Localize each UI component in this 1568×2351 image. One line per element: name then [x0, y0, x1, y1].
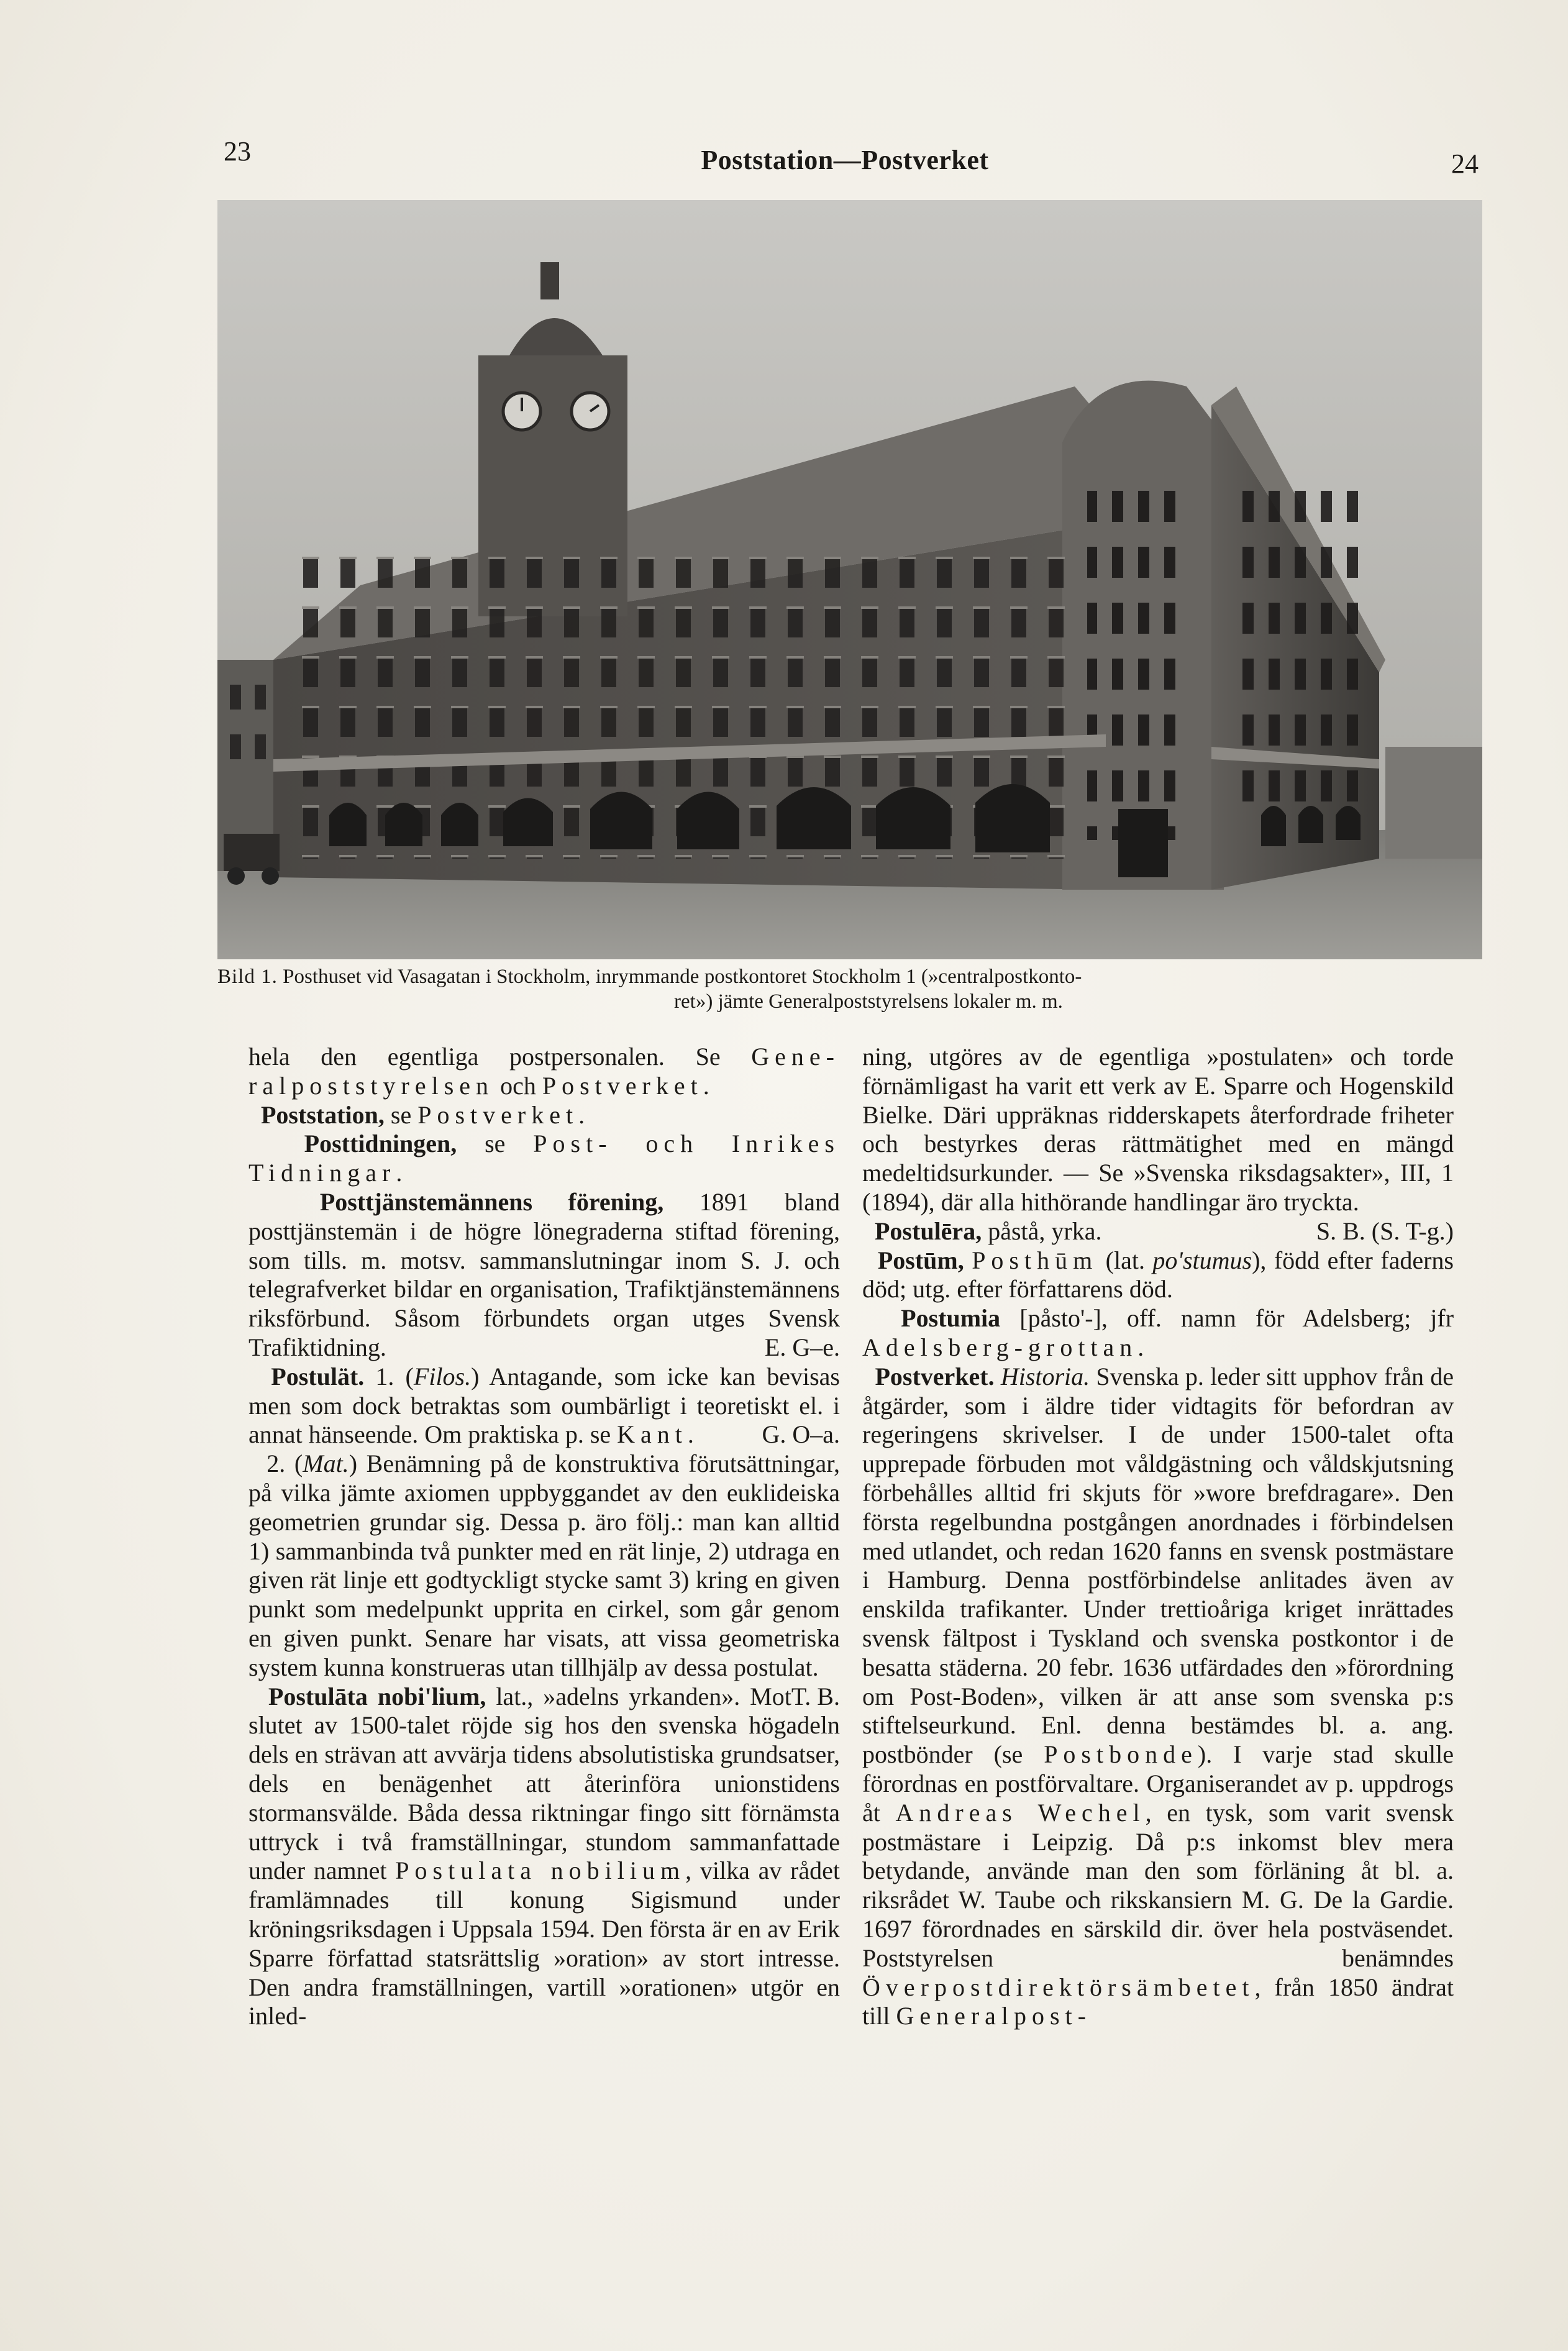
author-signature: S. B. (S. T-g.): [1316, 1217, 1454, 1245]
entry-postulata-nobilium: Postulāta nobi'lium, lat., »adelns yrkanden». Mot slutet av 1500-talet röjde sig hos den svenska högadeln dels en strävan att avvärja tidens absolutistiska grundsatser, dels en benägenhet att återinföra unionstidens stormansvälde. Båda dessa riktningar fingo sitt förnämsta uttryck i två framställningar, stundom sammanfattade under namnet Postulata nobilium, vilka av rådet framlämnades till konung Sigismund under kröningsriksdagen i Uppsala 1594. Den första är en av Erik Sparre författad statsrättslig »oration» av stort intresse. Den andra framställningen, vartill »orationen» utgör en inled-: [248, 1682, 840, 2030]
page-number-right: 24: [1451, 148, 1479, 179]
caption-label: Bild 1.: [217, 966, 278, 988]
entry-postulat-sense-2: 2. (Mat.) Benämning på de konstruktiva förutsättningar, på vilka jämte axiomen uppbyggandet av den euklideiska geometrien grundar sig. Dessa p. äro följ.: man kan alltid 1) sammanbinda två punkter med en rät linje, 2) utdraga en given rät linje ett godtyckligt stycke samt 3) kring en given punkt som medelpunkt uppritа en cirkel, som går genom en given punkt. Senare har visats, att vissa geometriska system kunna konstrueras utan tillhjälp av dessa postulat. T. B.: [248, 1449, 840, 1710]
entry-postulera: Postulēra, påstå, yrka.: [875, 1217, 1102, 1245]
entry-headword: Poststation,: [261, 1100, 385, 1129]
cross-reference: Kant: [617, 1420, 688, 1449]
right-text-column: [862, 1043, 1454, 2031]
cross-reference: ralpoststyrelsen: [248, 1071, 495, 1100]
cross-reference: Överpostdirektörsämbetet: [862, 1973, 1255, 2001]
entry-headword: Postulät.: [271, 1362, 365, 1390]
cross-reference: Postverket: [417, 1100, 579, 1129]
cross-reference: Post- och Inrikes Tidningar: [248, 1130, 841, 1187]
posthouse-illustration: [217, 200, 1482, 959]
continued-paragraph: ning, utgöres av de egentliga »postulaten» och torde förnämligast ha varit ett verk av E. Sparre och Hogenskild Bielke. Däri uppräknas ridderskapets återfordrade friheter och bestyrkes deras rättmätighet med en mängd medeltidsurkunder. — Se »Svenska riksdagsakter», III, 1 (1894), där alla hithörande handlingar äro tryckta. S. B. (S. T-g.): [862, 1043, 1454, 1245]
cross-reference: Postbonde: [1044, 1740, 1198, 1769]
cross-reference: Postverket: [542, 1071, 703, 1100]
caption-line-1: Posthuset vid Vasagatan i Stockholm, inrymmande postkontoret Stockholm 1 (»centralpostkonto-: [283, 966, 1082, 988]
latin-term: po'stumus: [1152, 1246, 1252, 1274]
entry-postverket: Postverket. Historia. Svenska p. leder sitt upphov från de åtgärder, som i äldre tider vidtagits för befordran av regeringens skrivelser. I de under 1500-talet ofta upprepade förbuden mot våldgästning och våldskjutsning förbehålles alltid fri skjuts för »wore brefdragare». Den första regelbundna postgången anordnades i förbindelsen med utlandet, och redan 1620 fanns en svensk postmästare i Hamburg. Denna postförbindelse anlitades även av enskilda trafikanter. Under trettioåriga kriget inrättades svensk fältpost i Tyskland och svenska postkontor i de besatta städerna. 20 febr. 1636 utfärdades den »förordning om Post-Boden», vilken är att anse som svenska p:s stiftelseurkund. Enl. denna bestämdes bl. a. ang. postbönder (se Postbonde). I varje stad skulle förordnas en postförvaltare. Organiserandet av p. uppdrogs åt Andreas Wechel, en tysk, som varit svensk postmästare i Leipzig. Då p:s inkomst blev mera betydande, använde man den som förläning åt bl. a. riksrådet W. Taube och rikskansiern M. G. De la Gardie. 1697 förordnades en särskild dir. över hela postväsendet. Poststyrelsen benämndes Överpostdirektörsämbetet, från 1850 ändrat till Generalpost-: [862, 1362, 1454, 2030]
caption-line-2: ret») jämte Generalpoststyrelsens lokaler m. m.: [674, 990, 1063, 1013]
entry-headword: Posttidningen,: [304, 1130, 457, 1158]
cross-reference: Adelsberg-grottan: [862, 1333, 1138, 1361]
entry-postum: Postūm, Posthūm (lat. po'stumus), född efter faderns död; utg. efter författarens död.: [862, 1246, 1454, 1303]
entry-poststation: Poststation, se Postverket.: [261, 1100, 585, 1129]
entry-posttjanstemannens-forening: Posttjänstemännens förening, 1891 bland posttjänstemän i de högre lönegraderna stiftad förening, som tills. m. motsv. sammanslutningar inom S. J. och telegrafverket bildar en organisation, Trafiktjänstemännens riksförbund. Såsom förbundets organ utges Svensk Trafiktidning. E. G–e.: [248, 1187, 840, 1361]
building-photograph: [217, 200, 1482, 959]
subject-field: Mat.: [303, 1449, 349, 1478]
entry-postumia: Postumia [påsto'-], off. namn för Adelsberg; jfr Adelsberg-grottan.: [862, 1304, 1454, 1361]
entry-postulat: Postulät. 1. (Filos.) Antagande, som icke kan bevisas men som dock betraktas som oumbärligt i teoretiskt el. i annat hänseende. Om praktiska p. se Kant. G. O–a.: [248, 1362, 841, 1449]
continued-paragraph: hela den egentliga postpersonalen. Se Gene-ralpoststyrelsen och Postverket.: [248, 1043, 840, 1100]
cross-reference: Generalpost-: [896, 2002, 1092, 2030]
entry-headword: Postūm,: [877, 1246, 964, 1274]
entry-headword: Postverket.: [875, 1362, 995, 1390]
figure-caption: [217, 964, 1482, 1014]
page-number-left: 23: [224, 136, 251, 167]
author-signature: G. O–a.: [762, 1420, 840, 1449]
left-text-column: [248, 1043, 840, 2031]
cross-reference: Gene-: [751, 1043, 840, 1071]
cross-reference: Postulata nobilium: [395, 1856, 686, 1885]
running-title: Poststation—Postverket: [701, 145, 989, 175]
entry-headword: Posttjänstemännens förening,: [319, 1187, 664, 1216]
entry-posttidningen: Posttidningen, se Post- och Inrikes Tidningar.: [248, 1130, 841, 1187]
cross-reference: Posthūm: [972, 1246, 1098, 1274]
author-signature: T. B.: [791, 1682, 840, 1710]
cross-reference: Andreas Wechel: [895, 1798, 1146, 1827]
subsection-heading: Historia.: [1000, 1362, 1090, 1390]
subject-field: Filos.: [413, 1362, 472, 1390]
running-header: [211, 135, 1479, 179]
entry-headword: Postulāta nobi'lium,: [268, 1682, 486, 1710]
entry-headword: Postulēra,: [875, 1217, 982, 1245]
entry-headword: Postumia: [901, 1304, 1001, 1333]
author-signature: E. G–e.: [764, 1333, 840, 1361]
